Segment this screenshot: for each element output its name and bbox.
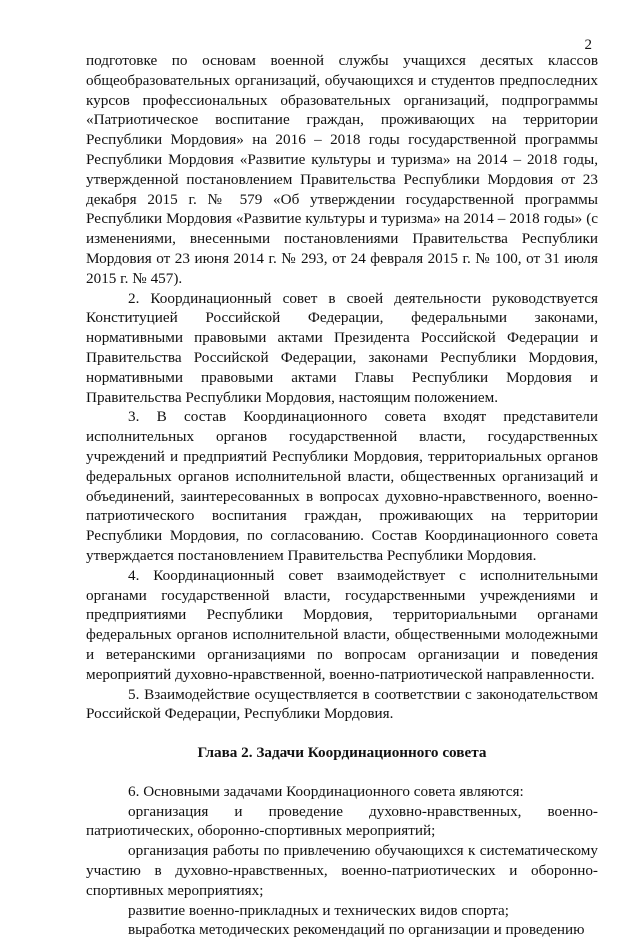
task-item: развитие военно-прикладных и технических видов спорта;	[128, 901, 510, 919]
document-body	[86, 51, 598, 940]
paragraph-2: 2. Координационный совет в своей деятельности руководствуется Конституцией Российской Федерации, федеральными законами, нормативными правовыми актами Президента Российской Федерации и Правительства Российской Федерации, законами Республики Мордовия, нормативными правовыми актами Главы Республики Мордовия и Правительства Республики Мордовия, настоящим положением.	[86, 289, 598, 406]
task-item: организация и проведение духовно-нравственных, военно-патриотических, оборонно-спортивных мероприятий;	[86, 802, 598, 840]
page-number: 2	[584, 37, 592, 53]
paragraph-4: 4. Координационный совет взаимодействует с исполнительными органами государственной власти, государственными учреждениями и предприятиями Республики Мордовия, территориальными органами федеральных органов исполнительной власти, общественными молодежными и ветеранскими организациями по вопросам организации и поведения мероприятий духовно-нравственной, военно-патриотической направленности.	[86, 566, 598, 683]
paragraph-3: 3. В состав Координационного совета входят представители исполнительных органов государственной власти, государственных учреждений и предприятий Республики Мордовия, территориальных органов федеральных органов исполнительной власти, общественных организаций и объединений, заинтересованных в вопросах духовно-нравственного, военно-патриотического воспитания граждан, проживающих на территории Республики Мордовия, по согласованию. Состав Координационного совета утверждается постановлением Правительства Республики Мордовия.	[86, 408, 598, 564]
task-item: организация работы по привлечению обучающихся к систематическому участию в духовно-нравственных, военно-патриотических и оборонно-спортивных мероприятиях;	[86, 842, 598, 899]
paragraph-continuation: подготовке по основам военной службы учащихся десятых классов общеобразовательных организаций, обучающихся и студентов предпоследних курсов профессиональных образовательных организаций, подпрограммы «Патриотическое воспитание граждан, проживающих на территории Республики Мордовия» на 2016 – 2018 годы государственной программы Республики Мордовия «Развитие культуры и туризма» на 2014 – 2018 годы, утвержденной постановлением Правительства Республики Мордовия от 23 декабря 2015 г. № 579 «Об утверждении государственной программы Республики Мордовия «Развитие культуры и туризма» на 2014 – 2018 годы» (с изменениями, внесенными постановлениями Правительства Республики Мордовия от 23 июня 2014 г. № 293, от 24 февраля 2015 г. № 100, от 31 июля 2015 г. № 457).	[86, 52, 598, 287]
task-item: выработка методических рекомендаций по организации и проведению	[128, 921, 585, 939]
paragraph-5: 5. Взаимодействие осуществляется в соответствии с законодательством Российской Федерации, Республики Мордовия.	[86, 685, 598, 723]
paragraph-6: 6. Основными задачами Координационного совета являются:	[128, 782, 524, 800]
chapter-heading: Глава 2. Задачи Координационного совета	[197, 744, 487, 762]
